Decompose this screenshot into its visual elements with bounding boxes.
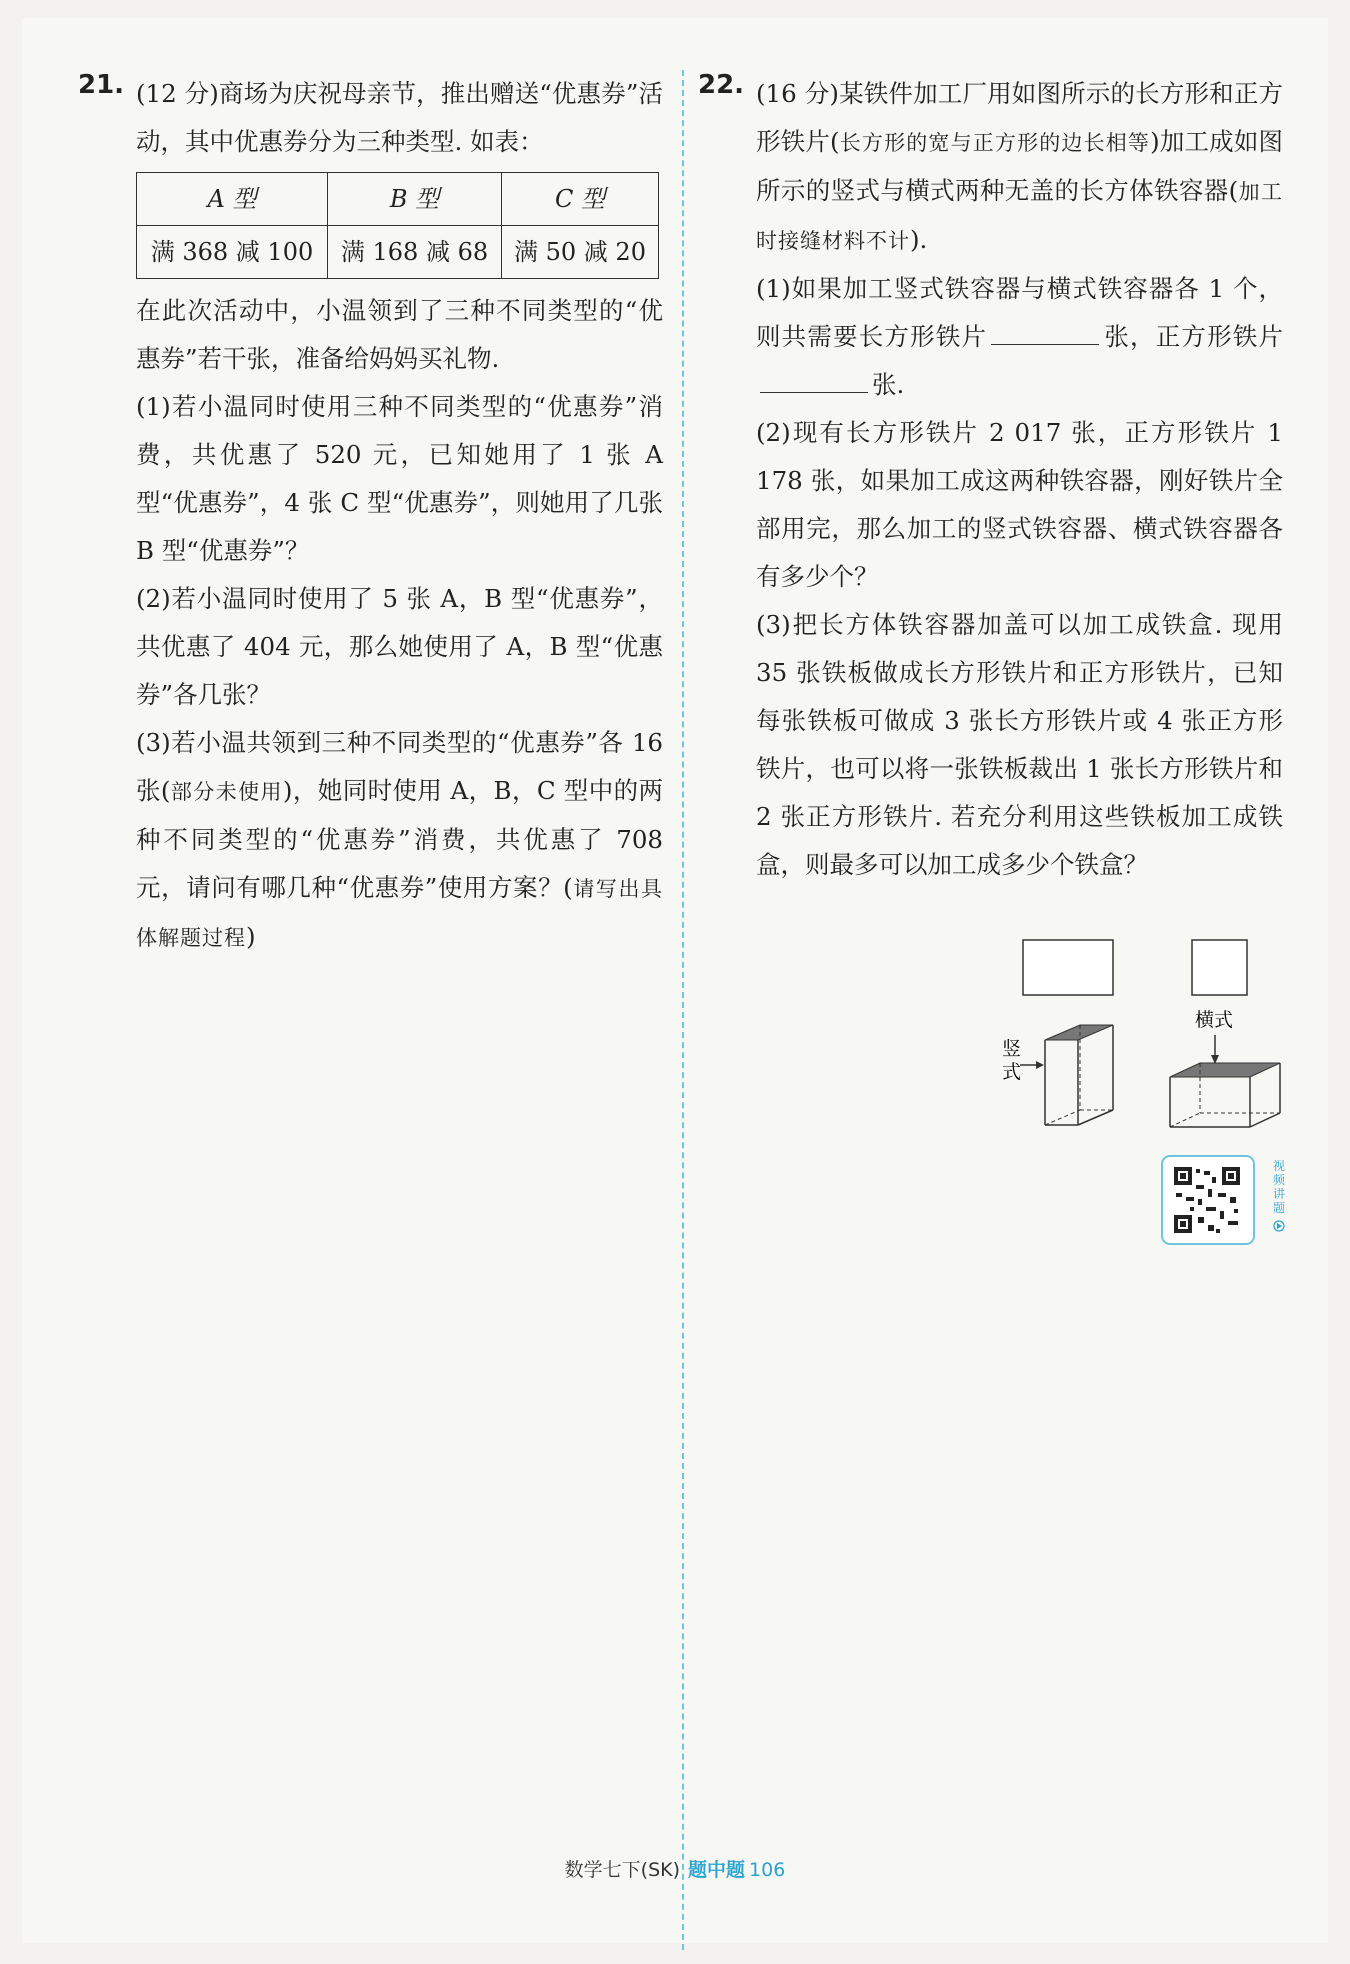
intro-note: 长方形的宽与正方形的边长相等 bbox=[839, 131, 1151, 155]
part-3-end: ) bbox=[246, 922, 256, 951]
container-figure bbox=[990, 930, 1290, 1250]
part-3-text-rest: )，她同时使用 A，B，C 型中的两种不同类型的“优惠券”消费，共优惠了 708 元，请问有哪几种“优惠券”使用方案？( bbox=[136, 776, 664, 902]
part-3-text: (3)若小温共领到三种不同类型的“优惠券”各 16 张( bbox=[136, 728, 663, 805]
intro-end: ). bbox=[910, 225, 928, 254]
coupon-table bbox=[136, 172, 659, 279]
qr-code[interactable] bbox=[1162, 1156, 1286, 1244]
question-intro: (12 分)商场为庆祝母亲节，推出赠送“优惠券”活动，其中优惠券分为三种类型. 如表： bbox=[136, 79, 663, 156]
page-footer bbox=[0, 1855, 1350, 1882]
question-number: 22. bbox=[698, 70, 745, 100]
footer-subject: 数学七下(SK) bbox=[564, 1859, 681, 1881]
qr-caption-char-4: 题 bbox=[1273, 1201, 1286, 1215]
qr-caption-char-3: 讲 bbox=[1273, 1187, 1286, 1201]
square-sheet bbox=[1192, 940, 1247, 995]
question-22 bbox=[698, 70, 1283, 889]
horizontal-label: 横式 bbox=[1195, 1009, 1234, 1031]
intro-note-2: 加工时接缝材料不计 bbox=[756, 180, 1284, 253]
rectangle-sheet bbox=[1023, 940, 1113, 995]
container-diagram bbox=[990, 930, 1290, 1250]
vertical-label-char-2: 式 bbox=[1002, 1061, 1022, 1083]
coupon-type-a: A 型 bbox=[137, 173, 328, 226]
qr-caption-char-1: 视 bbox=[1273, 1159, 1286, 1173]
answer-blank-square[interactable] bbox=[760, 366, 868, 393]
question-part-1: (1)若小温同时使用三种不同类型的“优惠券”消费，共优惠了 520 元，已知她用了 1 张 A 型“优惠券”，4 张 C 型“优惠券”，则她用了几张 B 型“优惠券”？ bbox=[136, 392, 663, 565]
intro-text: (16 分)某铁件加工厂用如图所示的长方形和正方形铁片( bbox=[756, 79, 1283, 156]
column-divider bbox=[682, 70, 684, 1950]
part-3-instruction: 请写出具体解题过程 bbox=[136, 877, 664, 950]
coupon-header-row bbox=[137, 173, 659, 226]
coupon-type-b: B 型 bbox=[328, 173, 502, 226]
coupon-value-c: 满 50 减 20 bbox=[501, 226, 658, 279]
vertical-container bbox=[1020, 1025, 1113, 1125]
horizontal-container bbox=[1170, 1035, 1280, 1127]
question-part-2: (2)现有长方形铁片 2 017 张，正方形铁片 1 178 张，如果加工成这两种铁容器，刚好铁片全部用完，那么加工的竖式铁容器、横式铁容器各有多少个？ bbox=[756, 418, 1283, 591]
question-21 bbox=[78, 70, 663, 962]
qr-caption-char-2: 频 bbox=[1273, 1173, 1286, 1187]
vertical-label-char-1: 竖 bbox=[1002, 1038, 1022, 1060]
question-part-3: (3)把长方体铁容器加盖可以加工成铁盒. 现用 35 张铁板做成长方形铁片和正方形铁片，已知每张铁板可做成 3 张长方形铁片或 4 张正方形铁片，也可以将一张铁板裁出 1 张长方形铁片和 2 张正方形铁片. 若充分利用这些铁板加工成铁盒，则最多可以加工成多少个铁盒？ bbox=[756, 610, 1283, 879]
question-part-2: (2)若小温同时使用了 5 张 A，B 型“优惠券”，共优惠了 404 元，那么她使用了 A，B 型“优惠券”各几张？ bbox=[136, 584, 663, 709]
part-1-end: 张. bbox=[872, 370, 905, 399]
question-number: 21. bbox=[78, 70, 125, 100]
part-1-text: (1)如果加工竖式铁容器与横式铁容器各 1 个，则共需要长方形铁片 bbox=[756, 274, 1283, 351]
question-part-3 bbox=[136, 719, 663, 962]
intro-text-2: )加工成如图所示的竖式与横式两种无盖的长方体铁容器( bbox=[756, 127, 1284, 205]
footer-brand: 题中题 bbox=[688, 1859, 746, 1881]
coupon-value-b: 满 168 减 68 bbox=[328, 226, 502, 279]
coupon-type-c: C 型 bbox=[501, 173, 658, 226]
question-context: 在此次活动中，小温领到了三种不同类型的“优惠券”若干张，准备给妈妈买礼物. bbox=[136, 296, 663, 373]
coupon-value-row bbox=[137, 226, 659, 279]
question-part-1 bbox=[756, 265, 1283, 409]
coupon-value-a: 满 368 减 100 bbox=[137, 226, 328, 279]
part-3-note: 部分未使用 bbox=[170, 780, 283, 804]
answer-blank-rect[interactable] bbox=[991, 318, 1099, 345]
question-intro bbox=[756, 70, 1283, 265]
page-number: 106 bbox=[749, 1859, 786, 1881]
part-1-text-2: 张，正方形铁片 bbox=[1103, 322, 1283, 351]
